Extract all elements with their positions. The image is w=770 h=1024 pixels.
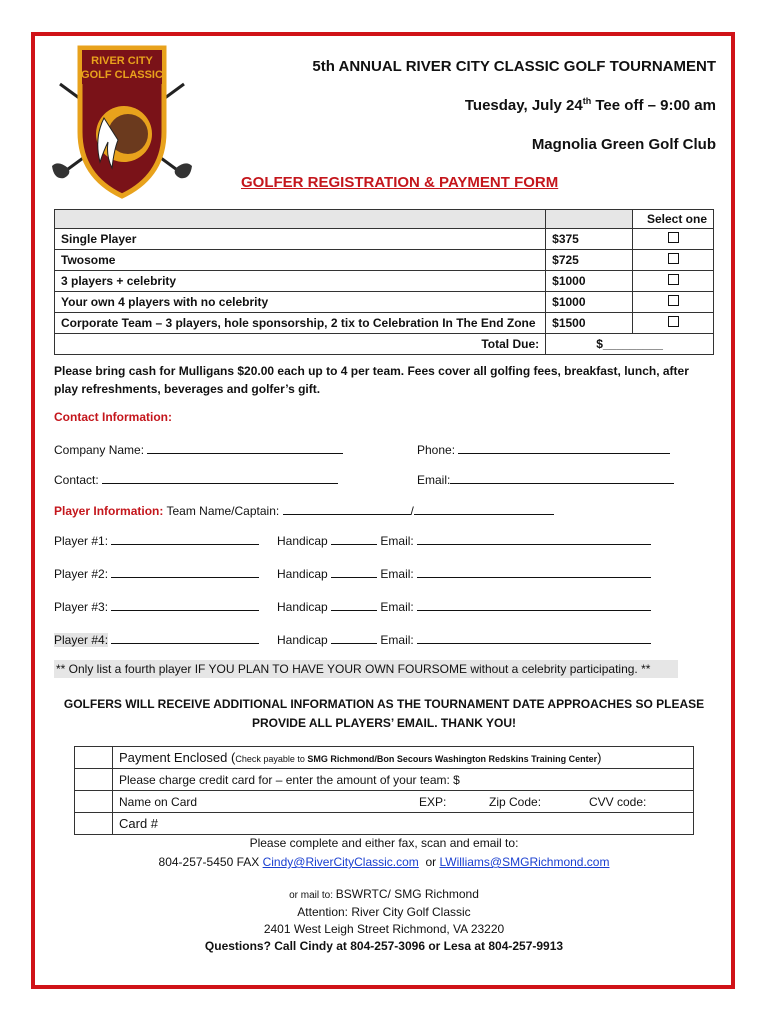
pricing-row-label: Twosome	[55, 250, 546, 271]
pricing-row	[55, 271, 714, 292]
pricing-row-price: $725	[546, 250, 633, 271]
player-label: Player #1:	[54, 534, 109, 548]
player-1-handicap	[277, 532, 651, 548]
payment-enclosed-cell	[113, 747, 694, 769]
email-link-cindy[interactable]: Cindy@RiverCityClassic.com	[262, 855, 419, 869]
company-name-label: Company Name:	[54, 443, 145, 457]
card-details-row	[75, 791, 694, 813]
date-prefix: Tuesday, July 24	[464, 97, 583, 114]
player-3-handicap	[277, 598, 651, 614]
team-captain-separator: /	[410, 504, 414, 518]
handicap-label: Handicap	[277, 633, 328, 647]
player-2-handicap-input[interactable]	[331, 565, 377, 578]
fourth-player-note: ** Only list a fourth player IF YOU PLAN TO HAVE YOUR OWN FOURSOME without a celebrity participating. **	[54, 660, 678, 678]
venue-name: Magnolia Green Golf Club	[531, 136, 716, 153]
player-2-name-input[interactable]	[111, 565, 259, 578]
notice-line-1: GOLFERS WILL RECEIVE ADDITIONAL INFORMATION AS THE TOURNAMENT DATE APPROACHES SO PLEASE	[63, 697, 705, 711]
date-superscript: th	[582, 96, 592, 106]
phone-input[interactable]	[458, 441, 670, 454]
player-email-label: Email:	[380, 567, 414, 581]
player-1-handicap-input[interactable]	[331, 532, 377, 545]
additional-info-notice	[54, 695, 714, 733]
player-2-email-input[interactable]	[417, 565, 651, 578]
select-checkbox-single[interactable]	[668, 232, 679, 243]
card-details-cell	[113, 791, 694, 813]
phone-label: Phone:	[417, 443, 456, 457]
footer-instruction: Please complete and either fax, scan and email to:	[249, 836, 519, 850]
player-info-row	[54, 502, 554, 518]
pricing-header-row	[55, 210, 714, 229]
contact-heading: Contact Information:	[54, 410, 172, 424]
tournament-title: 5th ANNUAL RIVER CITY CLASSIC GOLF TOURNAMENT	[312, 58, 716, 75]
email-link-lwilliams[interactable]: LWilliams@SMGRichmond.com	[439, 855, 610, 869]
or-text: or	[418, 855, 440, 869]
pricing-row-label: Single Player	[55, 229, 546, 250]
pricing-row	[55, 250, 714, 271]
fax-number: 804-257-5450 FAX	[158, 855, 263, 869]
team-name-input[interactable]	[283, 502, 411, 515]
card-number-field[interactable]: Card #	[113, 813, 694, 835]
pricing-row-label: Your own 4 players with no celebrity	[55, 292, 546, 313]
pricing-row-label: 3 players + celebrity	[55, 271, 546, 292]
pricing-row-price: $1000	[546, 292, 633, 313]
pricing-row	[55, 292, 714, 313]
pricing-row-price: $375	[546, 229, 633, 250]
player-row-4	[54, 631, 259, 647]
select-checkbox-corporate[interactable]	[668, 316, 679, 327]
player-4-handicap-input[interactable]	[331, 631, 377, 644]
cvv-code-label[interactable]: CVV code:	[589, 794, 647, 809]
payment-enclosed-close: )	[597, 750, 602, 765]
footer-address: 2401 West Leigh Street Richmond, VA 23220	[263, 922, 505, 936]
player-row-2	[54, 565, 259, 581]
card-number-blank	[75, 813, 113, 835]
player-row-1	[54, 532, 259, 548]
footer-attention: Attention: River City Golf Classic	[297, 905, 471, 919]
select-checkbox-3-players[interactable]	[668, 274, 679, 285]
exp-label[interactable]: EXP:	[419, 794, 447, 809]
footer-mail-line	[54, 887, 714, 901]
card-number-row	[75, 813, 694, 835]
header-blank-cell	[546, 210, 633, 229]
select-checkbox-twosome[interactable]	[668, 253, 679, 264]
email-label: Email:	[417, 473, 451, 487]
pricing-row-price: $1000	[546, 271, 633, 292]
contact-row	[54, 471, 338, 487]
select-checkbox-own-4[interactable]	[668, 295, 679, 306]
date-suffix: Tee off – 9:00 am	[591, 97, 716, 114]
player-label: Player #4:	[54, 633, 109, 647]
credit-card-row	[75, 769, 694, 791]
player-2-handicap	[277, 565, 651, 581]
player-4-email-input[interactable]	[417, 631, 651, 644]
mulligans-note: Please bring cash for Mulligans $20.00 each up to 4 per team. Fees cover all golfing fees, breakfast, lunch, after play refreshments, beverages and golfer’s gift.	[54, 364, 689, 396]
player-email-label: Email:	[380, 633, 414, 647]
handicap-label: Handicap	[277, 600, 328, 614]
captain-input[interactable]	[414, 502, 554, 515]
email-row	[417, 471, 674, 487]
total-due-field[interactable]: $_________	[546, 334, 714, 355]
pricing-row-price: $1500	[546, 313, 633, 334]
player-info-heading: Player Information:	[54, 504, 164, 518]
pricing-row	[55, 313, 714, 334]
player-3-name-input[interactable]	[111, 598, 259, 611]
email-input[interactable]	[450, 471, 674, 484]
pricing-table	[54, 209, 714, 355]
company-name-row	[54, 441, 343, 457]
player-email-label: Email:	[380, 600, 414, 614]
credit-card-amount-field[interactable]: Please charge credit card for – enter the amount of your team: $	[113, 769, 694, 791]
select-one-header: Select one	[633, 210, 714, 229]
player-email-label: Email:	[380, 534, 414, 548]
contact-label: Contact:	[54, 473, 99, 487]
river-city-golf-classic-logo	[52, 44, 192, 199]
mail-name: BSWRTC/ SMG Richmond	[335, 887, 479, 901]
check-payable-prefix: Check payable to	[235, 754, 308, 764]
payment-enclosed-row	[75, 747, 694, 769]
player-1-name-input[interactable]	[111, 532, 259, 545]
company-name-input[interactable]	[147, 441, 343, 454]
handicap-label: Handicap	[277, 567, 328, 581]
player-row-3	[54, 598, 259, 614]
player-4-handicap	[277, 631, 651, 647]
total-row	[55, 334, 714, 355]
player-label: Player #2:	[54, 567, 109, 581]
tournament-date	[465, 96, 716, 114]
player-1-email-input[interactable]	[417, 532, 651, 545]
phone-row	[417, 441, 670, 457]
name-on-card-label[interactable]: Name on Card	[119, 794, 198, 809]
mail-prefix: or mail to:	[289, 890, 336, 901]
form-title: GOLFER REGISTRATION & PAYMENT FORM	[241, 174, 559, 191]
team-name-label: Team Name/Captain:	[166, 504, 280, 518]
player-3-handicap-input[interactable]	[331, 598, 377, 611]
payment-enclosed-label: Payment Enclosed (	[119, 750, 236, 765]
contact-input[interactable]	[102, 471, 338, 484]
logo-text-line2: GOLF CLASSIC	[81, 69, 163, 81]
notice-line-2: PROVIDE ALL PLAYERS’ EMAIL. THANK YOU!	[251, 716, 517, 730]
logo-text-line1: RIVER CITY	[91, 55, 153, 67]
credit-card-checkbox[interactable]	[75, 769, 113, 791]
footer-questions: Questions? Call Cindy at 804-257-3096 or Lesa at 804-257-9913	[204, 939, 564, 953]
player-4-name-input[interactable]	[111, 631, 259, 644]
header-blank-cell	[55, 210, 546, 229]
player-3-email-input[interactable]	[417, 598, 651, 611]
total-due-label: Total Due:	[55, 334, 546, 355]
handicap-label: Handicap	[277, 534, 328, 548]
zip-code-label[interactable]: Zip Code:	[489, 794, 542, 809]
player-label: Player #3:	[54, 600, 109, 614]
payment-table	[74, 746, 694, 835]
payment-enclosed-checkbox[interactable]	[75, 747, 113, 769]
check-payee: SMG Richmond/Bon Secours Washington Redskins Training Center	[307, 754, 598, 764]
pricing-row	[55, 229, 714, 250]
footer-contact-line	[54, 855, 714, 869]
pricing-row-label: Corporate Team – 3 players, hole sponsorship, 2 tix to Celebration In The End Zone	[55, 313, 546, 334]
card-details-blank	[75, 791, 113, 813]
